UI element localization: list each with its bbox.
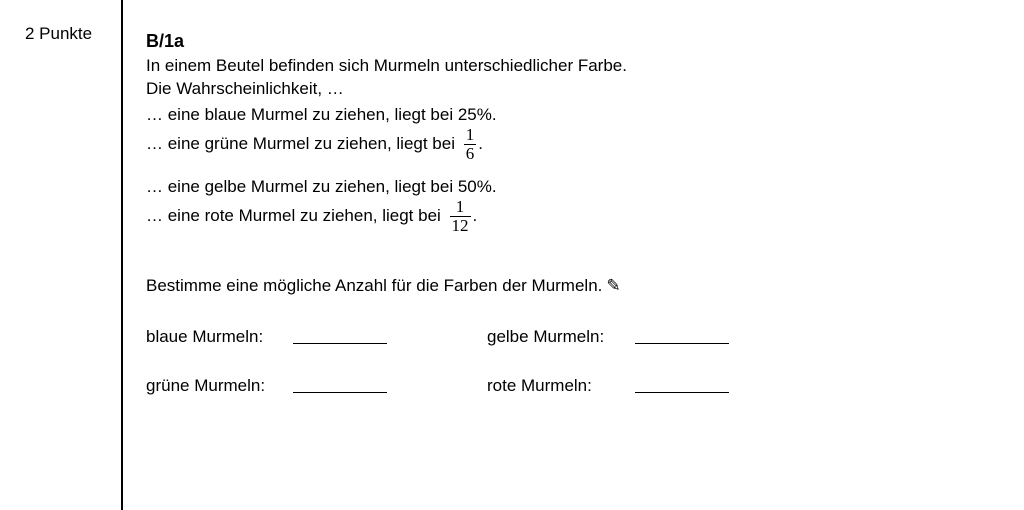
probability-blue: … eine blaue Murmel zu ziehen, liegt bei 25%. [146,105,497,124]
task-instruction-text: Bestimme eine mögliche Anzahl für die Farben der Murmeln. [146,276,603,295]
probability-green-suffix: . [478,133,483,153]
red-fraction-numerator: 1 [455,197,465,216]
green-marbles-label: grüne Murmeln: [146,376,266,395]
green-fraction [464,126,477,163]
probability-red [146,198,477,235]
points-label: 2 Punkte [25,24,93,43]
answer-row-2 [146,376,766,400]
margin-divider [121,0,123,510]
probability-green-text: … eine grüne Murmel zu ziehen, liegt bei [146,133,455,153]
red-marbles-answer-line[interactable] [635,392,729,393]
task-lead: Die Wahrscheinlichkeit, … [146,79,344,98]
task-intro: In einem Beutel befinden sich Murmeln unterschiedlicher Farbe. [146,56,627,75]
red-fraction [450,198,471,235]
blue-marbles-answer-line[interactable] [293,343,387,344]
pencil-icon: ✎ [606,276,621,295]
probability-red-text: … eine rote Murmel zu ziehen, liegt bei [146,205,441,225]
answer-row-1 [146,327,766,351]
green-marbles-answer-line[interactable] [293,392,387,393]
yellow-marbles-label: gelbe Murmeln: [487,327,605,346]
probability-red-suffix: . [472,205,478,225]
blue-marbles-label: blaue Murmeln: [146,327,264,346]
red-fraction-denominator: 12 [451,216,469,235]
yellow-marbles-answer-line[interactable] [635,343,729,344]
probability-yellow: … eine gelbe Murmel zu ziehen, liegt bei 50%. [146,177,497,196]
task-instruction [146,276,621,296]
green-fraction-numerator: 1 [465,125,475,144]
red-marbles-label: rote Murmeln: [487,376,592,395]
green-fraction-denominator: 6 [465,144,475,163]
probability-green [146,126,483,163]
task-id: B/1a [146,31,185,51]
